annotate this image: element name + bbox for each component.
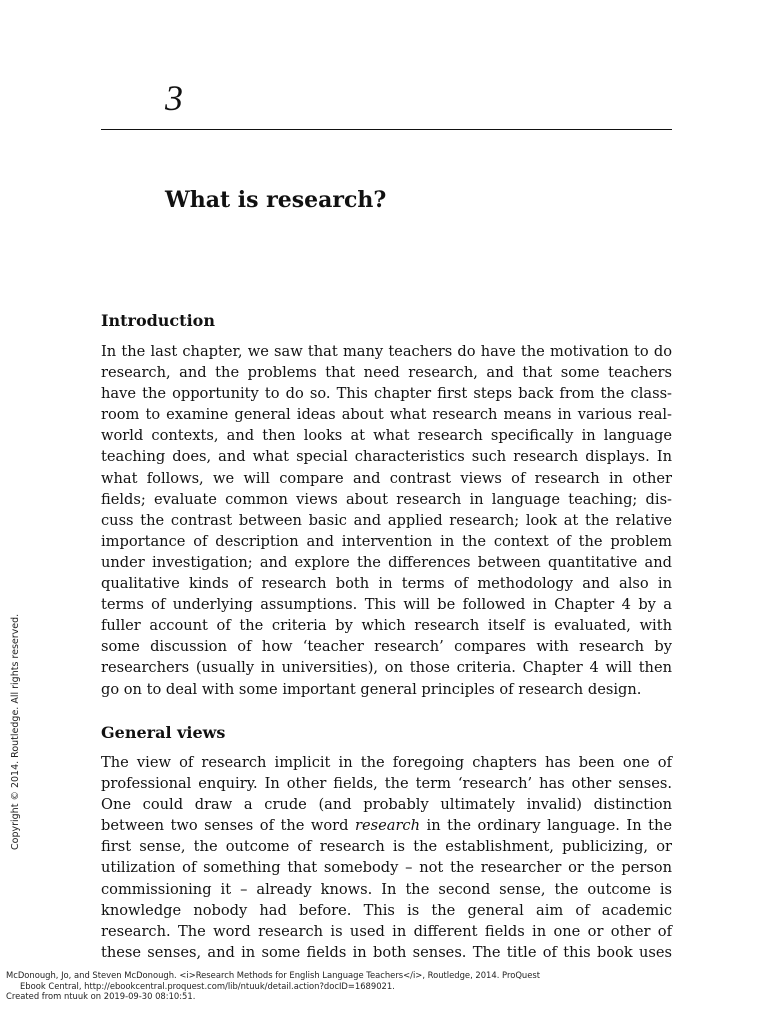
paragraph-line: fuller account of the criteria by which research itself is evaluated, with [101, 617, 672, 635]
paragraph-line: go on to deal with some important general principles of research design. [101, 680, 642, 698]
emphasized-word: research [355, 817, 421, 835]
section-heading-general-views: General views [101, 723, 226, 742]
footer-citation [6, 970, 746, 1002]
paragraph-line: research, and the problems that need research, and that some teachers [101, 364, 672, 382]
paragraph-line: under investigation; and explore the differences between quantitative and [101, 553, 672, 571]
paragraph-line: utilization of something that somebody – not the researcher or the person [101, 859, 672, 877]
paragraph-line: what follows, we will compare and contrast views of research in other [101, 469, 672, 487]
introduction-paragraph [101, 341, 672, 700]
paragraph-line: One could draw a crude (and probably ultimately invalid) distinction [101, 796, 672, 814]
paragraph-line: qualitative kinds of research both in terms of methodology and also in [101, 575, 672, 593]
paragraph-line: terms of underlying assumptions. This will be followed in Chapter 4 by a [101, 596, 672, 614]
paragraph-line: teaching does, and what special characteristics such research displays. In [101, 448, 672, 466]
paragraph-line: fields; evaluate common views about research in language teaching; dis- [101, 490, 672, 508]
paragraph-line: In the last chapter, we saw that many teachers do have the motivation to do [101, 343, 672, 360]
paragraph-line: first sense, the outcome of research is the establishment, publicizing, or [101, 838, 672, 856]
paragraph-line: room to examine general ideas about what research means in various real- [101, 406, 672, 424]
paragraph-line: commissioning it – already knows. In the second sense, the outcome is [101, 880, 672, 898]
footer-line: McDonough, Jo, and Steven McDonough. <i>Research Methods for English Language Teachers</i>, Routledge, 2014. ProQuest [6, 970, 541, 980]
paragraph-line: professional enquiry. In other fields, the term ‘research’ has other senses. [101, 775, 672, 793]
paragraph-line: world contexts, and then looks at what research specifically in language [101, 427, 672, 445]
chapter-rule [101, 129, 672, 130]
paragraph-line: research. The word research is used in different fields in one or other of [101, 922, 672, 940]
paragraph-line: cuss the contrast between basic and applied research; look at the relative [101, 511, 672, 529]
paragraph-line: importance of description and intervention in the context of the problem [101, 532, 672, 550]
chapter-number: 3 [165, 78, 183, 118]
paragraph-line: some discussion of how ‘teacher research’ compares with research by [101, 638, 672, 656]
section-heading-introduction: Introduction [101, 311, 215, 330]
paragraph-line: The view of research implicit in the foregoing chapters has been one of [101, 754, 672, 771]
copyright-side-notice: Copyright © 2014. Routledge. All rights reserved. [10, 613, 21, 850]
chapter-title: What is research? [165, 187, 387, 213]
paragraph-line: have the opportunity to do so. This chapter first steps back from the class- [101, 385, 672, 403]
paragraph-line: between two senses of the word research in the ordinary language. In the [101, 817, 672, 835]
footer-line: Ebook Central, http://ebookcentral.proquest.com/lib/ntuuk/detail.action?docID=1689021. [20, 980, 395, 991]
general-views-paragraph [101, 752, 672, 963]
paragraph-line: researchers (usually in universities), on those criteria. Chapter 4 will then [101, 659, 672, 677]
paragraph-line: knowledge nobody had before. This is the general aim of academic [101, 901, 672, 919]
footer-line: Created from ntuuk on 2019-09-30 08:10:51. [6, 991, 196, 1001]
paragraph-line: these senses, and in some fields in both senses. The title of this book uses [101, 943, 672, 961]
